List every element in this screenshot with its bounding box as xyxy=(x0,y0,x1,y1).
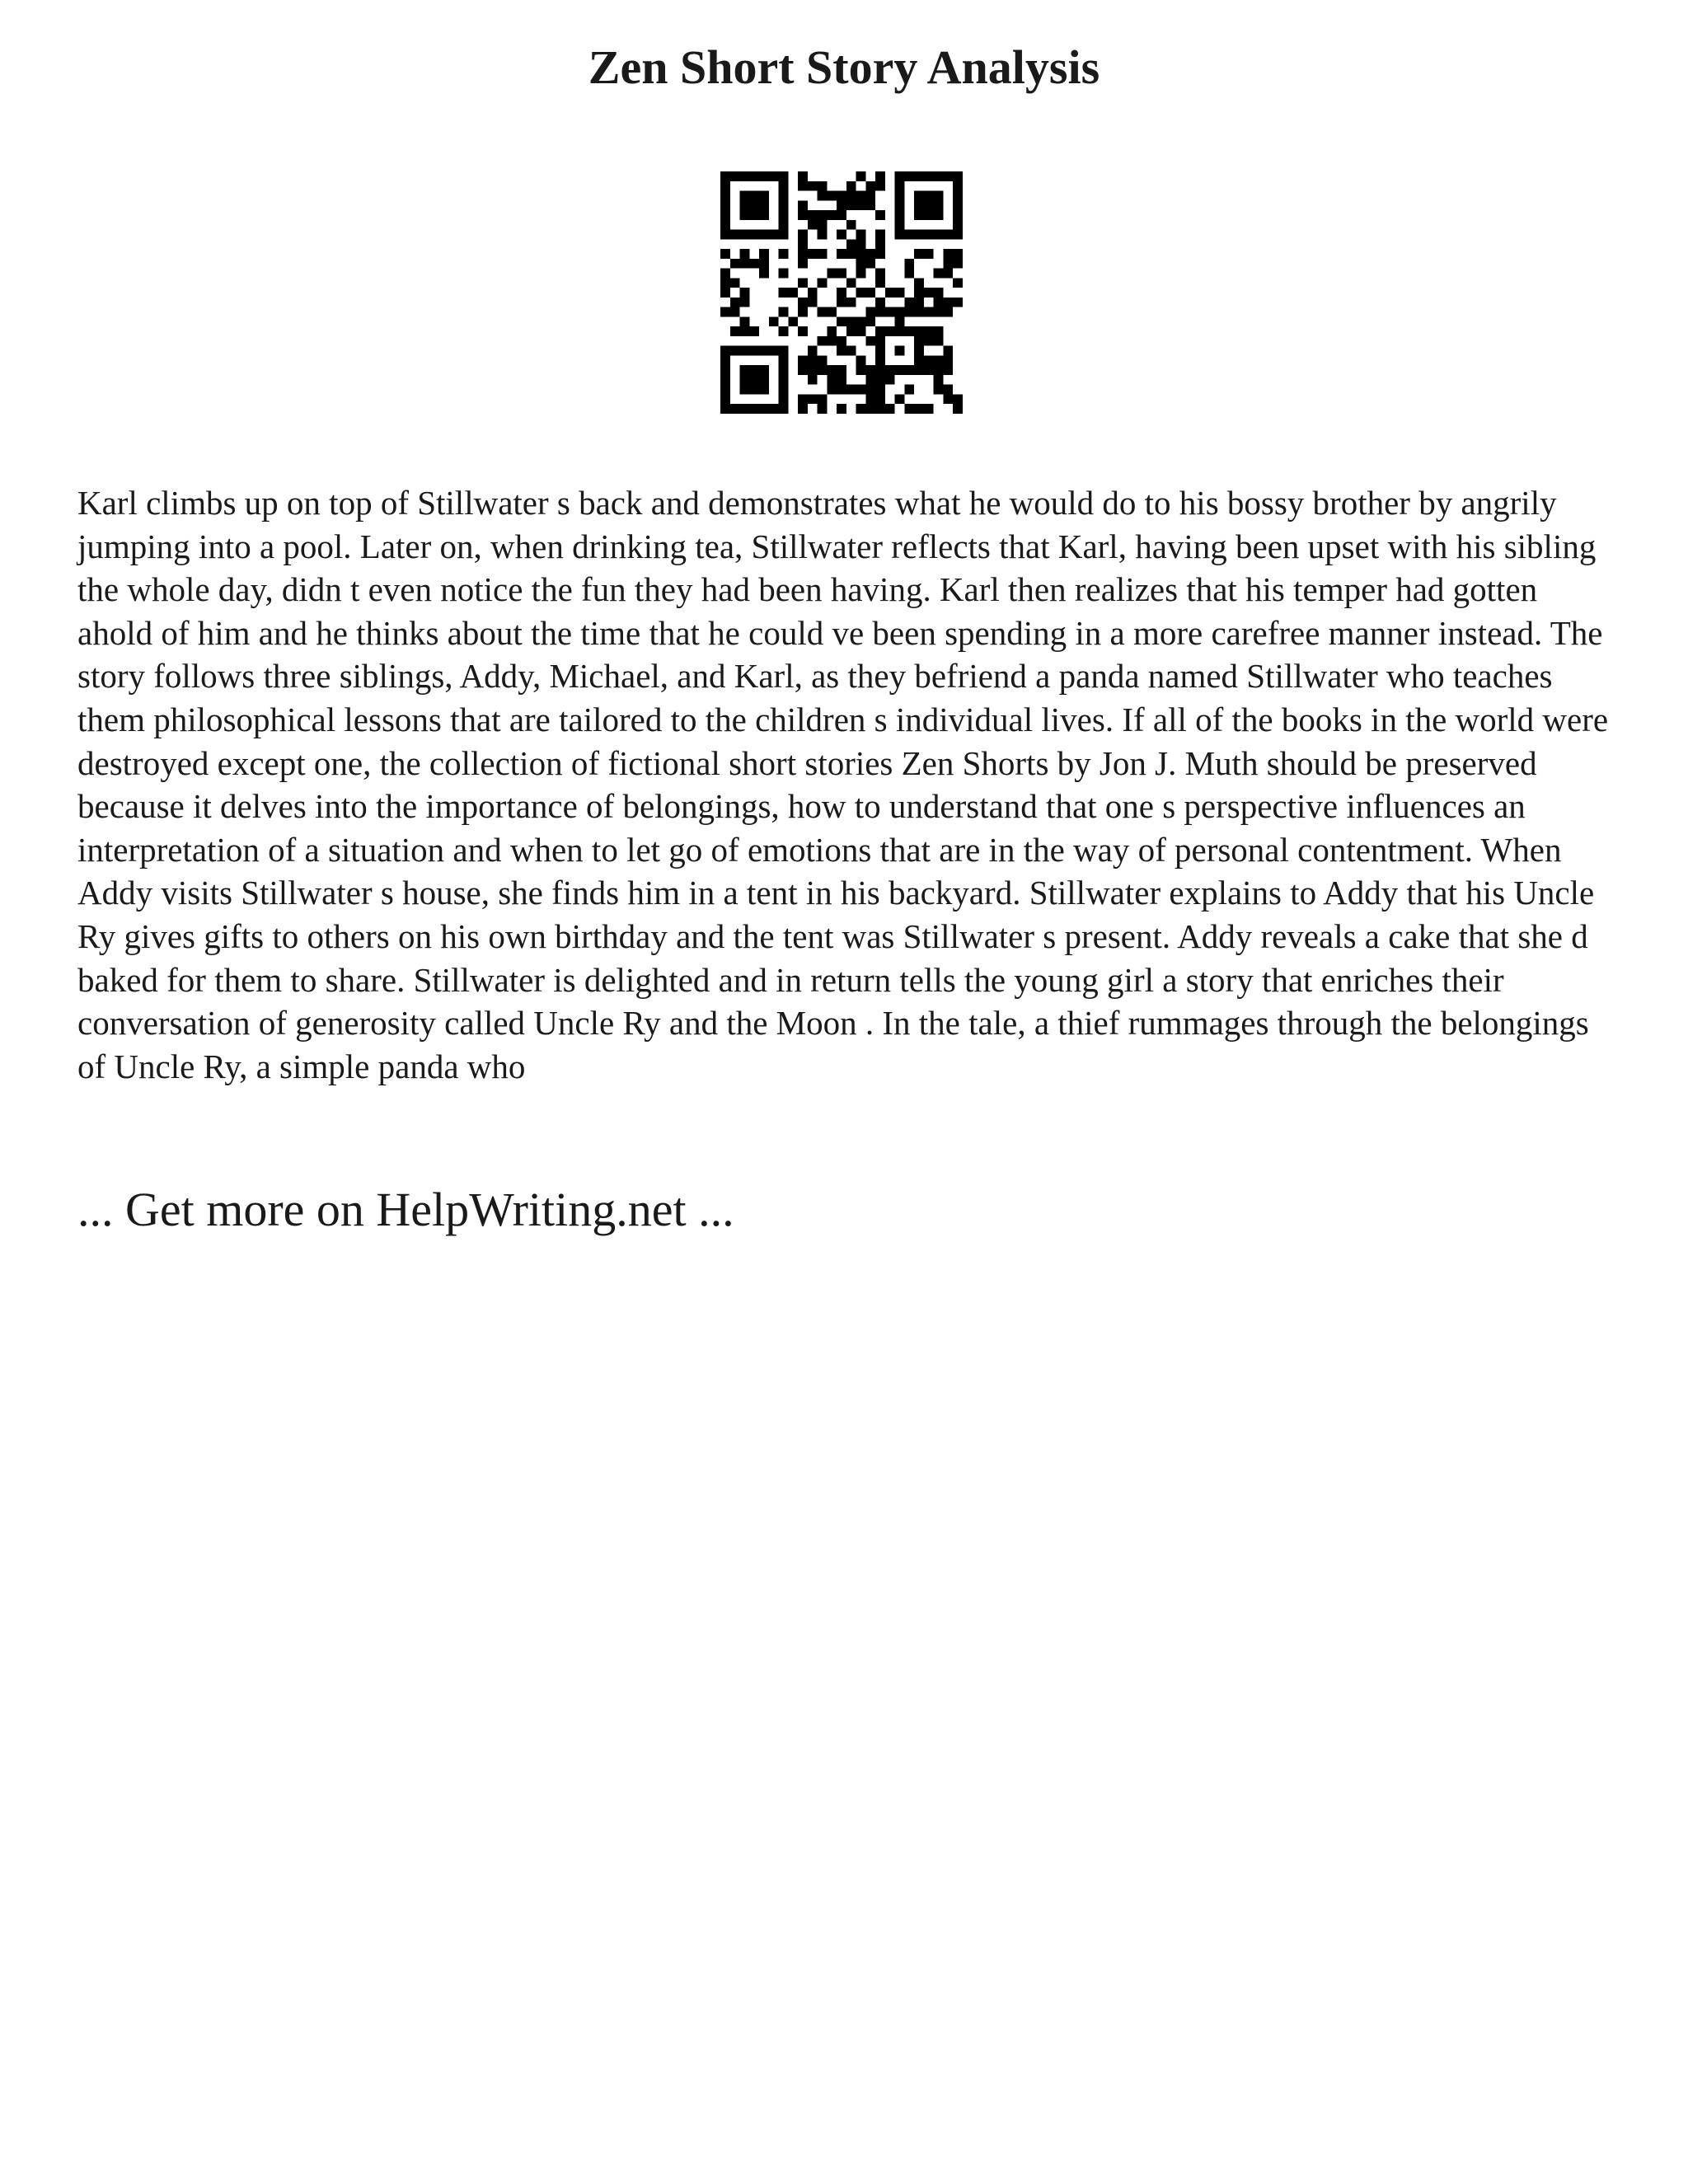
story-body-text: Karl climbs up on top of Stillwater s back and demonstrates what he would do to his bossy brother by angrily jumping into a pool. Later on, when drinking tea, Stillwater reflects that Karl, having been upset with his sibling the whole day, didn t even notice the fun they had been having. Karl then realizes that his temper had gotten ahold of him and he thinks about the time that he could ve been spending in a more carefree manner instead. The story follows three siblings, Addy, Michael, and Karl, as they befriend a panda named Stillwater who teaches them philosophical lessons that are tailored to the children s individual lives. If all of the books in the world were destroyed except one, the collection of fictional short stories Zen Shorts by Jon J. Muth should be preserved because it delves into the importance of belongings, how to understand that one s perspective influences an interpretation of a situation and when to let go of emotions that are in the way of personal contentment. When Addy visits Stillwater s house, she finds him in a tent in his backyard. Stillwater explains to Addy that his Uncle Ry gives gifts to others on his own birthday and the tent was Stillwater s present. Addy reveals a cake that she d baked for them to share. Stillwater is delighted and in return tells the young girl a story that enriches their conversation of generosity called Uncle Ry and the Moon . In the tale, a thief rummages through the belongings of Uncle Ry, a simple panda who xyxy=(77,484,1609,1085)
get-more-link[interactable]: ... Get more on HelpWriting.net ... xyxy=(77,1183,734,1236)
qr-code-icon xyxy=(720,171,963,414)
qr-code xyxy=(720,171,963,414)
page-title: Zen Short Story Analysis xyxy=(588,40,1100,94)
